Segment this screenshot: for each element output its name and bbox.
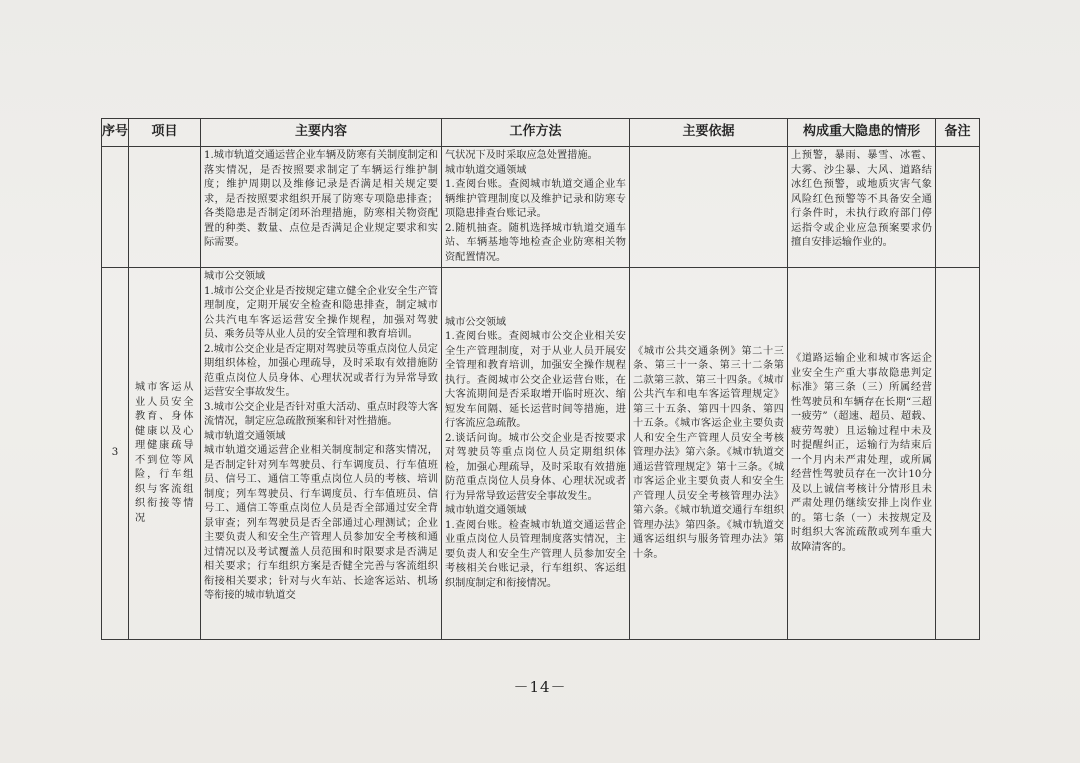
row-seq: [102, 147, 129, 268]
header-content: 主要内容: [201, 119, 442, 147]
row-hazard: [788, 147, 936, 268]
row-remark: [936, 147, 980, 268]
table-header-row: [102, 119, 980, 147]
row-item: [129, 147, 201, 268]
method-text: 城市公交领域 1.查阅台账。查阅城市公交企业相关安全生产管理制度，对于从业人员开展安全管理和教育培训，加强安全操作规程执行。查阅城市公交企业运营台账，在大客流期间是否采取增开临时班次、缩短发车间隔、延长运营时间等措施，进行客流应急疏散。 2.谈话问询。城市公交企业是否按要求对驾驶员等重点岗位人员定期组织体检，加强心理疏导，及时采取有效措施防范重点岗位人员身体、心理状况或者行为异常导致运营安全事故发生。 城市轨道交通领域 1.查阅台账。检查城市轨道交通运营企业重点岗位人员管理制度落实情况，主要负责人和安全生产管理人员参加安全考核相关台账记录，行车组织、客运组织制度制定和衔接情况。: [445, 316, 626, 589]
header-method: 工作方法: [442, 119, 630, 147]
row-content: [201, 147, 442, 268]
header-item: 项目: [129, 119, 201, 147]
content-text: 城市公交领域 1.城市公交企业是否按规定建立健全企业安全生产管理制度，定期开展安全检查和隐患排查，制定城市公共汽电车客运运营安全操作规程，加强对驾驶员、乘务员等从业人员的安全管理和教育培训。 2.城市公交企业是否定期对驾驶员等重点岗位人员定期组织体检，加强心理疏导，及时采取有效措施防范重点岗位人员身体、心理状况或者行为异常导致运营安全事故发生。 3.城市公交企业是否针对重大活动、重点时段等大客流情况，制定应急疏散预案和针对性措施。 城市轨道交通领域 城市轨道交通运营企业相关制度制定和落实情况，是否制定针对列车驾驶员、行车调度员、行车值班员、信号工、通信工等重点岗位人员的考核、培训制度；列车驾驶员、行车调度员、行车值班员、信号工、通信工等重点岗位人员是否全部通过安全背景审查；列车驾驶员是否全部通过心理测试；企业主要负责人和安全生产管理人员参加安全考核和通过情况以及考试覆盖人员范围和时限要求是否满足相关要求；行车组织方案是否健全完善与客流组织衔接相关要求；针对与火车站、长途客运站、机场等衔接的城市轨道交: [204, 271, 438, 601]
inspection-table: [101, 118, 980, 640]
row-hazard: [788, 268, 936, 640]
row-remark: [936, 268, 980, 640]
row-item: 城市客运从业人员安全教育、身体健康以及心理健康疏导不到位等风险，行车组织与客流组织衔接等情况: [129, 268, 201, 640]
row-basis: [630, 147, 788, 268]
table-row: [102, 268, 980, 640]
content-text: 1.城市轨道交通运营企业车辆及防寒有关制度制定和落实情况，是否按照要求制定了车辆运行维护制度；维护周期以及维修记录是否满足相关规定要求，是否按照要求组织开展了防寒专项隐患排查；各类隐患是否制定闭环治理措施，防寒相关物资配置的种类、数量、点位是否满足企业规定要求和实际需要。: [204, 150, 438, 248]
row-basis: [630, 268, 788, 640]
row-seq: 3: [102, 268, 129, 640]
basis-text: 《城市公共交通条例》第二十三条、第三十一条、第三十二条第二款第三款、第三十四条。《城市公共汽车和电车客运管理规定》第三十五条、第四十四条、第四十五条。《城市客运企业主要负责人和安全生产管理人员安全考核管理办法》第六条。《城市轨道交通运营管理规定》第十三条。《城市客运企业主要负责人和安全生产管理人员安全考核管理办法》第六条。《城市轨道交通行车组织管理办法》第四条。《城市轨道交通客运组织与服务管理办法》第十条。: [633, 345, 784, 560]
table-row: [102, 147, 980, 268]
hazard-text: 上预警，暴雨、暴雪、冰雹、大雾、沙尘暴、大风、道路结冰红色预警，或地质灾害气象风险红色预警等不具备安全通行条件时，未执行政府部门停运指令或企业应急预案要求仍擅自安排运输作业的。: [791, 150, 932, 248]
page-number: －14－: [513, 678, 567, 696]
row-content: [201, 268, 442, 640]
header-seq: 序号: [102, 119, 129, 147]
header-basis: 主要依据: [630, 119, 788, 147]
header-remark: 备注: [936, 119, 980, 147]
hazard-text: 《道路运输企业和城市客运企业安全生产重大事故隐患判定标准》第三条（三）所属经营性驾驶员和车辆存在长期“三超一疲劳”（超速、超员、超载、疲劳驾驶）且运输过程中未及时提醒纠正，运输行为结束后一个月内未严肃处理，或所属经营性驾驶员存在一次计10分及以上诚信考核计分情形且未严肃处理仍继续安排上岗作业的。第七条（一）未按规定及时组织大客流疏散或列车重大故障清客的。: [791, 353, 932, 553]
row-method: [442, 268, 630, 640]
header-hazard: 构成重大隐患的情形: [788, 119, 936, 147]
method-text: 气状况下及时采取应急处置措施。 城市轨道交通领域 1.查阅台账。查阅城市轨道交通企业车辆维护管理制度以及维护记录和防寒专项隐患排查台账记录。 2.随机抽查。随机选择城市轨道交通车站、车辆基地等地检查企业防寒相关物资配置情况。: [445, 150, 626, 263]
row-method: [442, 147, 630, 268]
